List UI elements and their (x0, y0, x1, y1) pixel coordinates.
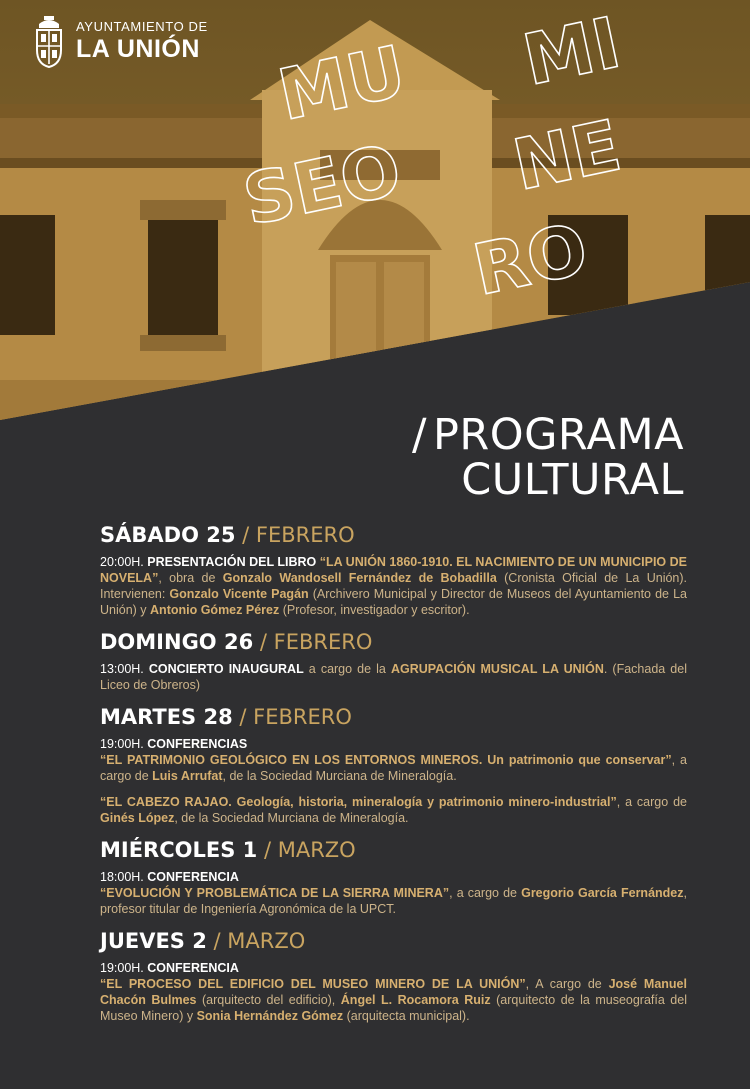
museo-letters-mu: MU (271, 30, 413, 137)
event-highlight: Gonzalo Wandosell Fernández de Bobadilla (222, 571, 497, 585)
title-line-1: PROGRAMA (432, 410, 684, 460)
event-type: CONCIERTO INAUGURAL (148, 662, 304, 676)
day-name: SÁBADO 25 (100, 523, 236, 547)
event-highlight: Ángel L. Rocamora Ruiz (340, 993, 491, 1007)
event-description (100, 554, 687, 618)
day-month: MARZO (277, 838, 356, 862)
day-block (100, 704, 687, 826)
coat-of-arms-icon (34, 14, 64, 68)
museo-letters-ne: NE (506, 104, 628, 207)
event-text: (Archivero Municipal y Director de Museos del Ayuntamiento de La Unión) y (100, 587, 687, 617)
event-description (100, 960, 687, 1024)
day-block (100, 837, 687, 917)
event-highlight: “EL CABEZO RAJAO. Geología, historia, mineralogía y patrimonio minero-industrial” (100, 795, 617, 809)
day-heading (100, 629, 687, 655)
title-line-2: CULTURAL (461, 455, 684, 505)
day-heading (100, 704, 687, 730)
event-text: (Cronista Oficial de La Unión). Intervienen: (100, 571, 688, 601)
event-highlight: “EL PROCESO DEL EDIFICIO DEL MUSEO MINERO DE LA UNIÓN” (100, 977, 526, 991)
day-heading (100, 837, 687, 863)
org-line-1: AYUNTAMIENTO DE (76, 19, 208, 34)
event-highlight: Sonia Hernández Gómez (196, 1009, 344, 1023)
day-block (100, 928, 687, 1024)
day-block (100, 629, 687, 693)
day-month: FEBRERO (255, 523, 355, 547)
event-text: , profesor titular de Ingeniería Agronómica de la UPCT. (100, 886, 687, 916)
day-name: MARTES 28 (100, 705, 233, 729)
event-time: 19:00H. (100, 961, 148, 975)
event-highlight: Antonio Gómez Pérez (150, 603, 280, 617)
museo-minero-lettering (230, 0, 650, 320)
day-sep: / (206, 929, 228, 953)
event-text: , de la Sociedad Murciana de Mineralogía. (174, 811, 409, 825)
day-heading (100, 928, 687, 954)
day-month: FEBRERO (253, 705, 352, 729)
event-type: CONFERENCIAS (147, 737, 248, 751)
event-type: PRESENTACIÓN DEL LIBRO (147, 555, 320, 569)
event-description (100, 736, 687, 784)
title-slash: / (411, 410, 427, 460)
event-text: (arquitecto del edificio), (196, 993, 341, 1007)
event-text: , de la Sociedad Murciana de Mineralogía. (222, 769, 457, 783)
event-time: 20:00H. (100, 555, 148, 569)
event-description (100, 661, 687, 693)
day-sep: / (232, 705, 254, 729)
day-month: FEBRERO (273, 630, 373, 654)
page-title (411, 410, 684, 505)
event-time: 18:00H. (100, 870, 148, 884)
museo-letters-ro: RO (466, 207, 595, 312)
museo-letters-seo: SEO (236, 128, 408, 242)
event-description (100, 869, 687, 917)
event-text: a cargo de la (303, 662, 391, 676)
event-highlight: “EL PATRIMONIO GEOLÓGICO EN LOS ENTORNOS MINEROS. Un patrimonio que conservar” (100, 753, 672, 767)
event-highlight: Gregorio García Fernández (521, 886, 684, 900)
event-description (100, 794, 687, 826)
event-text: (Profesor, investigador y escritor). (279, 603, 470, 617)
event-highlight: AGRUPACIÓN MUSICAL LA UNIÓN (390, 662, 604, 676)
event-text: , A cargo de (525, 977, 609, 991)
day-name: MIÉRCOLES 1 (100, 838, 258, 862)
day-sep: / (235, 523, 256, 547)
day-name: DOMINGO 26 (100, 630, 254, 654)
event-text: (arquitecta municipal). (343, 1009, 470, 1023)
org-line-2: LA UNIÓN (76, 35, 200, 63)
event-time: 13:00H. (100, 662, 149, 676)
event-text: , a cargo de (449, 886, 522, 900)
day-month: MARZO (227, 929, 306, 953)
event-type: CONFERENCIA (147, 870, 239, 884)
event-highlight: Luis Arrufat (152, 769, 223, 783)
day-name: JUEVES 2 (100, 929, 207, 953)
event-type: CONFERENCIA (147, 961, 239, 975)
day-sep: / (253, 630, 274, 654)
event-highlight: José Manuel Chacón Bulmes (100, 977, 687, 1007)
event-text: . (Fachada del Liceo de Obreros) (100, 662, 687, 692)
day-heading (100, 522, 687, 548)
event-highlight: “EVOLUCIÓN Y PROBLEMÁTICA DE LA SIERRA MINERA” (100, 886, 450, 900)
event-highlight: Ginés López (100, 811, 175, 825)
program-schedule (100, 522, 687, 1035)
event-highlight: Gonzalo Vicente Pagán (169, 587, 309, 601)
event-text: , a cargo de (100, 753, 687, 783)
event-highlight: “LA UNIÓN 1860-1910. EL NACIMIENTO DE UN MUNICIPIO DE NOVELA” (100, 555, 687, 585)
event-text: , obra de (158, 571, 223, 585)
event-text: , a cargo de (616, 795, 687, 809)
day-sep: / (257, 838, 278, 862)
day-block (100, 522, 687, 618)
event-time: 19:00H. (100, 737, 148, 751)
museo-letters-mi: MI (516, 1, 628, 102)
municipality-logo (34, 14, 208, 68)
event-text: (arquitecto de la museografía del Museo Minero) y (100, 993, 687, 1023)
